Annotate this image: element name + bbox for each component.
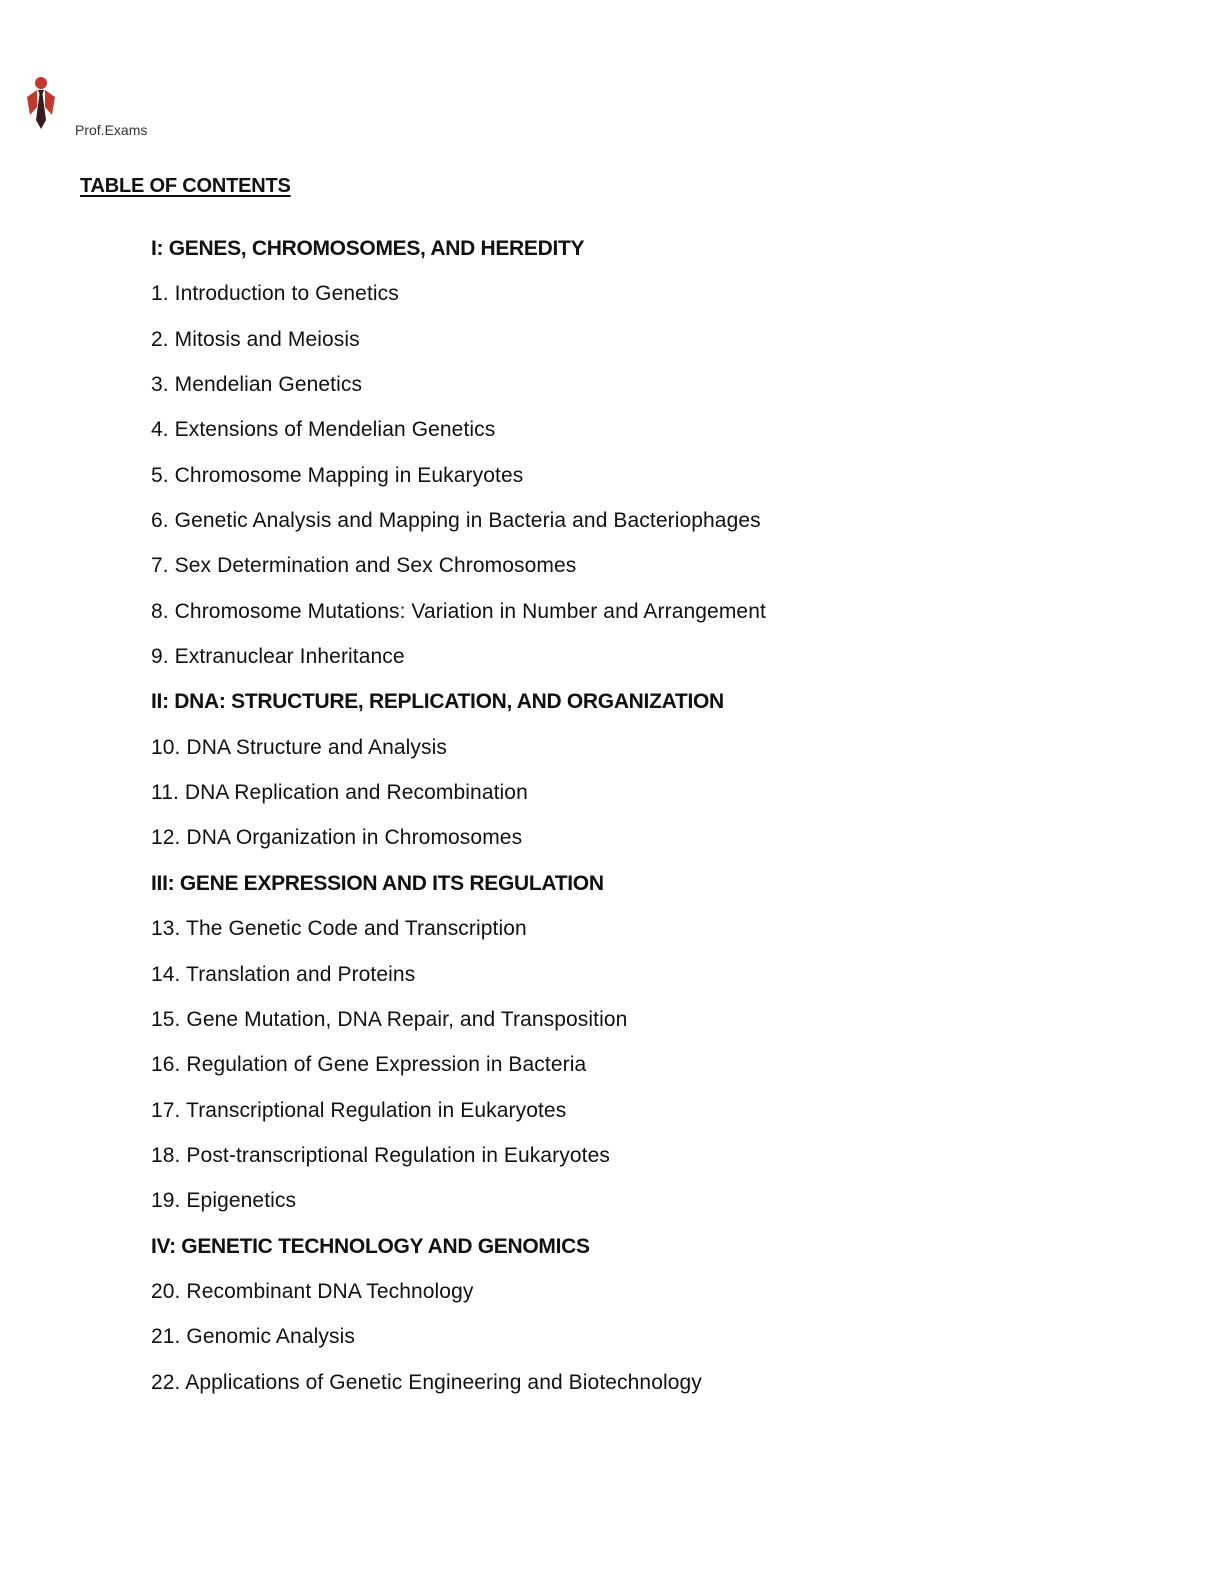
toc-chapter-item: 17. Transcriptional Regulation in Eukaryotes	[151, 1098, 567, 1122]
toc-chapter-item: 3. Mendelian Genetics	[151, 373, 363, 397]
toc-chapter-item: 10. DNA Structure and Analysis	[151, 735, 447, 759]
toc-chapter-item: 13. The Genetic Code and Transcription	[151, 917, 527, 941]
toc-part-heading: I: GENES, CHROMOSOMES, AND HEREDITY	[151, 237, 585, 260]
toc-chapter-item: 21. Genomic Analysis	[151, 1325, 355, 1349]
logo-body-left	[27, 90, 37, 115]
logo-head	[35, 77, 47, 89]
person-with-tie-icon	[24, 75, 58, 133]
logo-tie	[36, 90, 46, 129]
toc-chapter-item: 15. Gene Mutation, DNA Repair, and Transposition	[151, 1007, 628, 1031]
toc-chapter-item: 2. Mitosis and Meiosis	[151, 327, 360, 351]
toc-list	[151, 232, 766, 1411]
toc-title: TABLE OF CONTENTS	[80, 175, 291, 197]
toc-chapter-item: 19. Epigenetics	[151, 1189, 297, 1213]
toc-part-heading: IV: GENETIC TECHNOLOGY AND GENOMICS	[151, 1234, 590, 1258]
toc-chapter-item: 6. Genetic Analysis and Mapping in Bacteria and Bacteriophages	[151, 509, 761, 533]
toc-chapter-item: 1. Introduction to Genetics	[151, 282, 399, 306]
toc-part-heading: II: DNA: STRUCTURE, REPLICATION, AND ORGANIZATION	[151, 690, 724, 714]
toc-chapter-item: 9. Extranuclear Inheritance	[151, 645, 405, 669]
toc-chapter-item: 5. Chromosome Mapping in Eukaryotes	[151, 463, 524, 487]
toc-chapter-item: 16. Regulation of Gene Expression in Bacteria	[151, 1053, 587, 1077]
toc-chapter-item: 8. Chromosome Mutations: Variation in Number and Arrangement	[151, 599, 766, 623]
toc-chapter-item: 22. Applications of Genetic Engineering and Biotechnology	[151, 1370, 702, 1394]
toc-chapter-item: 18. Post-transcriptional Regulation in Eukaryotes	[151, 1143, 610, 1167]
toc-part-heading: III: GENE EXPRESSION AND ITS REGULATION	[151, 871, 604, 895]
toc-chapter-item: 20. Recombinant DNA Technology	[151, 1279, 474, 1303]
toc-chapter-item: 14. Translation and Proteins	[151, 962, 416, 986]
toc-chapter-item: 12. DNA Organization in Chromosomes	[151, 826, 523, 850]
toc-chapter-item: 4. Extensions of Mendelian Genetics	[151, 418, 496, 442]
logo-body-right	[45, 90, 55, 115]
toc-chapter-item: 11. DNA Replication and Recombination	[151, 781, 528, 805]
brand-name: Prof.Exams	[75, 122, 148, 138]
toc-chapter-item: 7. Sex Determination and Sex Chromosomes	[151, 554, 577, 578]
